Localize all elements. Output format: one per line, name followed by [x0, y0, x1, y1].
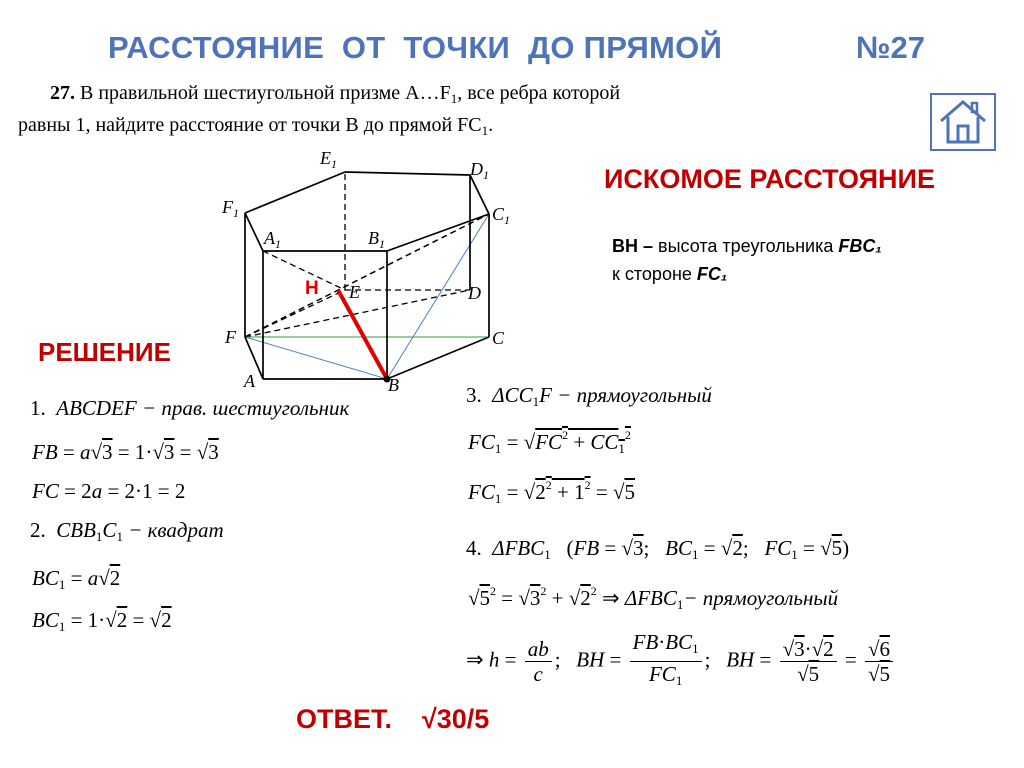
label-B: B: [388, 375, 399, 395]
prism-labels: [221, 150, 510, 395]
page-title: РАССТОЯНИЕ ОТ ТОЧКИ ДО ПРЯМОЙ: [108, 30, 723, 65]
label-A: A: [244, 371, 255, 391]
label-A1: $A_1$: [264, 228, 281, 251]
formula-fc: FC = 2a = 2·1 = 2: [32, 479, 186, 503]
step-4: 4. $\Delta FBC_1$ (FB = √3; $BC_1 = √2$; $FC_1 = √5$): [466, 536, 850, 562]
step-3: 3. $\Delta CC_1F$ − прямоугольный: [466, 383, 712, 409]
answer: ОТВЕТ. √30/5: [296, 704, 490, 734]
label-B1: $B_1$: [368, 228, 385, 251]
label-E1: $E_1$: [320, 150, 337, 171]
formula-height: ⇒ h = $\frac{ab}{c}$ ; BH = $\frac{FB\cdot BC_1}{FC_1}$ ; BH = $\frac{√3\cdot√2}{√5}$ = $\frac{√6}{√5}$: [466, 630, 896, 693]
problem-number: 27.: [50, 82, 75, 104]
edge-BC: [387, 337, 489, 379]
formula-fc1-a: $FC_1 = √FC^2 + CC_1^2$: [468, 428, 631, 456]
label-D: D: [468, 283, 481, 303]
home-button[interactable]: [930, 93, 996, 151]
edge-E1D1: [345, 172, 470, 175]
solution-heading: РЕШЕНИЕ: [38, 337, 171, 367]
step-1: 1. ABCDEF − прав. шестиугольник: [30, 396, 350, 420]
label-C: C: [492, 328, 505, 348]
height-bh: [338, 290, 387, 379]
formula-bc1-a: $BC_1 = a√2$: [32, 566, 121, 592]
problem-statement: 27. В правильной шестиугольной призме $A\dots F_1$, все ребра которой равны 1, найдите расстояние от точки B до прямой $FC_1$.: [18, 82, 621, 138]
label-F: F: [225, 327, 236, 347]
prism-lines: [245, 172, 489, 383]
hidden-edge-FE: [245, 290, 345, 337]
label-H: H: [305, 278, 319, 299]
edge-C1B1: [387, 214, 489, 251]
formula-pythagoras: $√5^2 = √3^2 + √2^2$ ⇒ $\Delta FBC_1-$ прямоугольный: [468, 584, 839, 612]
label-E: E: [349, 282, 360, 302]
label-C1: $C_1$: [492, 204, 511, 227]
edge-F1E1: [245, 172, 345, 213]
formula-fc1-b: $FC_1 = √2^2 + 1^2 = √5$: [468, 478, 635, 506]
label-F1: $F_1$: [222, 197, 239, 220]
line-fc1: [245, 214, 489, 337]
problem-text-line2: равны 1, найдите расстояние от точки B до прямой FC: [18, 114, 482, 136]
hidden-edge-A1E: [263, 251, 345, 290]
formula-fb: FB = a√3 = 1·√3 = √3: [32, 440, 219, 464]
prism-figure: [212, 150, 512, 395]
home-icon: [932, 95, 994, 149]
sought-description: BH – высота треугольника FBC₁ к стороне FC₁: [612, 236, 882, 284]
edge-A1F1: [245, 213, 263, 251]
formula-bc1-b: $BC_1 = 1\cdot√2 = √2$: [32, 608, 172, 634]
label-D1: $D_1$: [470, 159, 489, 182]
problem-text-line1: В правильной шестиугольной призме A…F: [80, 82, 451, 104]
sought-heading: ИСКОМОЕ РАССТОЯНИЕ: [604, 164, 935, 194]
step-2: 2. $CBB_1C_1$ − квадрат: [30, 518, 224, 544]
problem-number-badge: №27: [856, 30, 926, 65]
